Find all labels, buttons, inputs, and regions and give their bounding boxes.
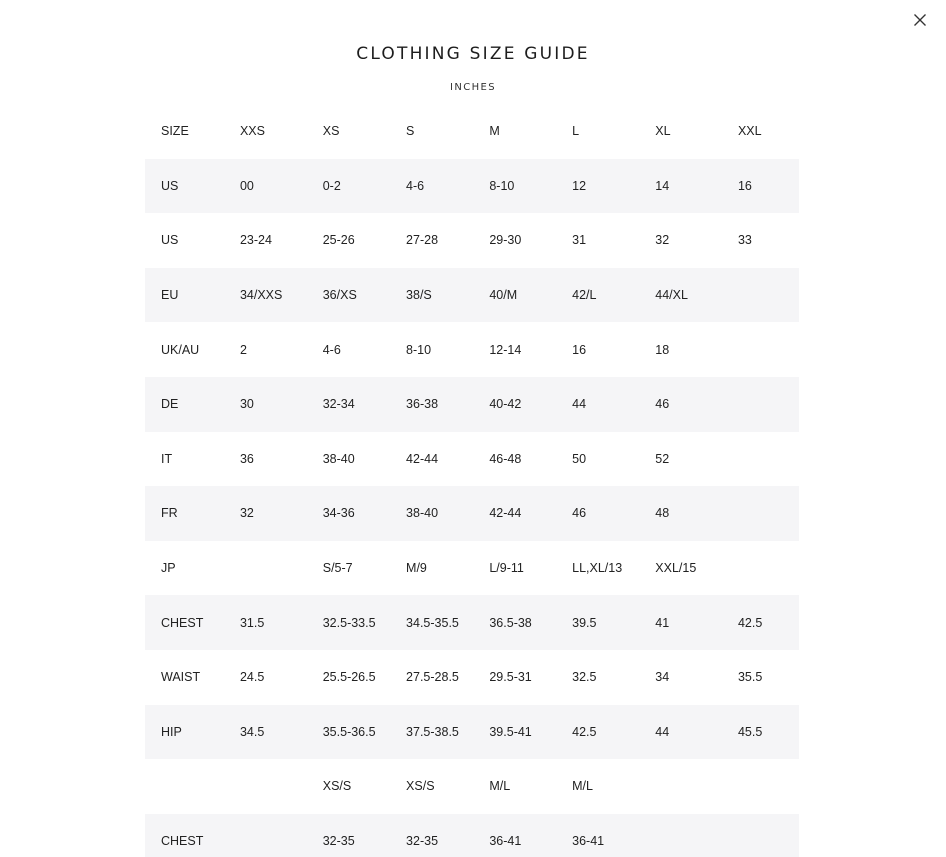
table-row	[145, 213, 799, 268]
row-label-cell: CHEST	[145, 814, 240, 857]
table-cell: 42/L	[572, 268, 655, 323]
size-header-cell: XXS	[239, 124, 265, 139]
table-cell	[738, 268, 799, 323]
size-header-cell: XL	[655, 124, 671, 139]
table-cell: 32-35	[406, 814, 489, 857]
table-cell: L/9-11	[489, 561, 524, 576]
table-cell: 32	[655, 233, 670, 248]
table-row	[145, 486, 799, 541]
table-row	[145, 268, 799, 323]
table-cell: 16	[738, 159, 799, 214]
table-cell: 4-6	[322, 342, 341, 357]
table-cell	[240, 759, 323, 814]
row-label-cell	[145, 759, 240, 814]
row-label-cell: HIP	[145, 705, 240, 760]
table-row	[145, 541, 799, 596]
table-cell: 27.5-28.5	[406, 670, 459, 685]
table-row	[145, 595, 799, 650]
table-cell: 38/S	[406, 268, 489, 323]
table-cell: 34.5	[240, 705, 323, 760]
table-cell	[240, 814, 323, 857]
table-cell: XS/S	[406, 779, 435, 794]
table-cell: M/L	[572, 779, 593, 794]
table-row	[145, 705, 799, 760]
table-cell: 50	[572, 451, 587, 466]
table-cell	[738, 377, 799, 432]
table-cell: 30	[240, 377, 323, 432]
table-cell: 00	[240, 159, 323, 214]
table-cell: 44	[572, 377, 655, 432]
table-cell: 40/M	[489, 268, 572, 323]
table-cell: 12	[572, 159, 655, 214]
table-cell: 31.5	[240, 595, 323, 650]
table-cell: 8-10	[489, 159, 572, 214]
table-cell: 23-24	[239, 233, 272, 248]
table-cell	[240, 541, 323, 596]
size-header-cell: M	[489, 124, 500, 139]
table-cell: 29-30	[489, 233, 522, 248]
table-cell: 44	[655, 705, 738, 760]
table-cell: 45.5	[738, 705, 799, 760]
table-cell: 0-2	[323, 159, 406, 214]
table-cell: 24.5	[239, 670, 265, 685]
row-label-cell: FR	[145, 486, 240, 541]
table-row	[145, 814, 799, 857]
table-cell: 40-42	[489, 377, 572, 432]
size-table	[145, 104, 799, 857]
table-cell: 36	[239, 451, 254, 466]
table-cell: 35.5	[737, 670, 763, 685]
table-row	[145, 322, 799, 377]
table-cell: 29.5-31	[489, 670, 532, 685]
row-label-cell: US	[161, 233, 179, 248]
table-cell: 48	[655, 486, 738, 541]
table-row	[145, 759, 799, 814]
table-cell: 8-10	[406, 342, 432, 357]
table-cell: 18	[655, 342, 670, 357]
table-cell: 33	[737, 233, 752, 248]
table-cell: 34	[655, 670, 670, 685]
table-cell: 32-35	[323, 814, 406, 857]
table-cell: 31	[572, 233, 587, 248]
size-header-cell: S	[406, 124, 415, 139]
table-cell	[655, 814, 738, 857]
table-cell: 46	[655, 377, 738, 432]
table-cell: 34/XXS	[240, 268, 323, 323]
table-cell: 39.5	[572, 595, 655, 650]
table-cell: 36-38	[406, 377, 489, 432]
close-icon	[912, 12, 928, 28]
row-label-cell: US	[145, 159, 240, 214]
table-cell: 38-40	[406, 486, 489, 541]
table-row	[145, 159, 799, 214]
table-header-row	[145, 104, 799, 159]
table-cell: 32	[240, 486, 323, 541]
table-cell: 46-48	[489, 451, 522, 466]
table-cell: 39.5-41	[489, 705, 572, 760]
table-cell: 36/XS	[323, 268, 406, 323]
table-cell	[655, 759, 738, 814]
close-button[interactable]	[912, 12, 928, 28]
table-cell: 36-41	[572, 814, 655, 857]
table-row	[145, 650, 799, 705]
row-label-cell: EU	[145, 268, 240, 323]
table-cell: 32-34	[323, 377, 406, 432]
table-cell: 32.5	[572, 670, 597, 685]
table-cell: XS/S	[322, 779, 352, 794]
row-label-cell: WAIST	[161, 670, 201, 685]
table-cell: 42.5	[572, 705, 655, 760]
table-cell: 52	[655, 451, 670, 466]
row-label-cell: IT	[161, 451, 173, 466]
size-guide-title: CLOTHING SIZE GUIDE	[356, 44, 590, 64]
size-header-cell: XS	[322, 124, 340, 139]
table-cell: LL,XL/13	[572, 561, 623, 576]
row-label-cell: UK/AU	[161, 342, 200, 357]
table-cell: 34.5-35.5	[406, 595, 489, 650]
row-label-cell: JP	[161, 561, 176, 576]
table-cell: 41	[655, 595, 738, 650]
table-cell: S/5-7	[322, 561, 353, 576]
table-cell: 36.5-38	[489, 595, 572, 650]
table-cell: M/9	[406, 561, 427, 576]
table-cell: 14	[655, 159, 738, 214]
table-cell: M/L	[489, 779, 511, 794]
table-cell	[738, 432, 799, 487]
row-label-cell: CHEST	[145, 595, 240, 650]
row-label-cell: DE	[145, 377, 240, 432]
table-row	[145, 377, 799, 432]
table-cell: 38-40	[322, 451, 355, 466]
table-cell: 2	[239, 342, 247, 357]
table-cell: 4-6	[406, 159, 489, 214]
table-cell: 44/XL	[655, 268, 738, 323]
table-cell: 27-28	[406, 233, 439, 248]
table-cell	[738, 814, 799, 857]
table-cell: 42-44	[489, 486, 572, 541]
table-cell	[738, 486, 799, 541]
size-header-cell: L	[572, 124, 580, 139]
size-header-cell: XXL	[737, 124, 762, 139]
table-cell: 46	[572, 486, 655, 541]
table-cell	[738, 541, 799, 596]
table-cell: 16	[572, 342, 587, 357]
table-cell: XXL/15	[655, 561, 697, 576]
table-cell	[738, 759, 799, 814]
table-cell: 25-26	[322, 233, 355, 248]
table-cell: 25.5-26.5	[322, 670, 376, 685]
table-cell: 34-36	[323, 486, 406, 541]
size-table-body	[145, 104, 799, 857]
table-cell: 42.5	[738, 595, 799, 650]
unit-label: INCHES	[450, 82, 496, 93]
table-cell: 36-41	[489, 814, 572, 857]
table-cell: 42-44	[406, 451, 439, 466]
table-cell: 37.5-38.5	[406, 705, 489, 760]
table-cell: 12-14	[489, 342, 522, 357]
table-cell: 35.5-36.5	[323, 705, 406, 760]
table-cell	[738, 322, 799, 377]
table-row	[145, 432, 799, 487]
table-cell: 32.5-33.5	[323, 595, 406, 650]
row-label-cell: SIZE	[161, 124, 189, 139]
